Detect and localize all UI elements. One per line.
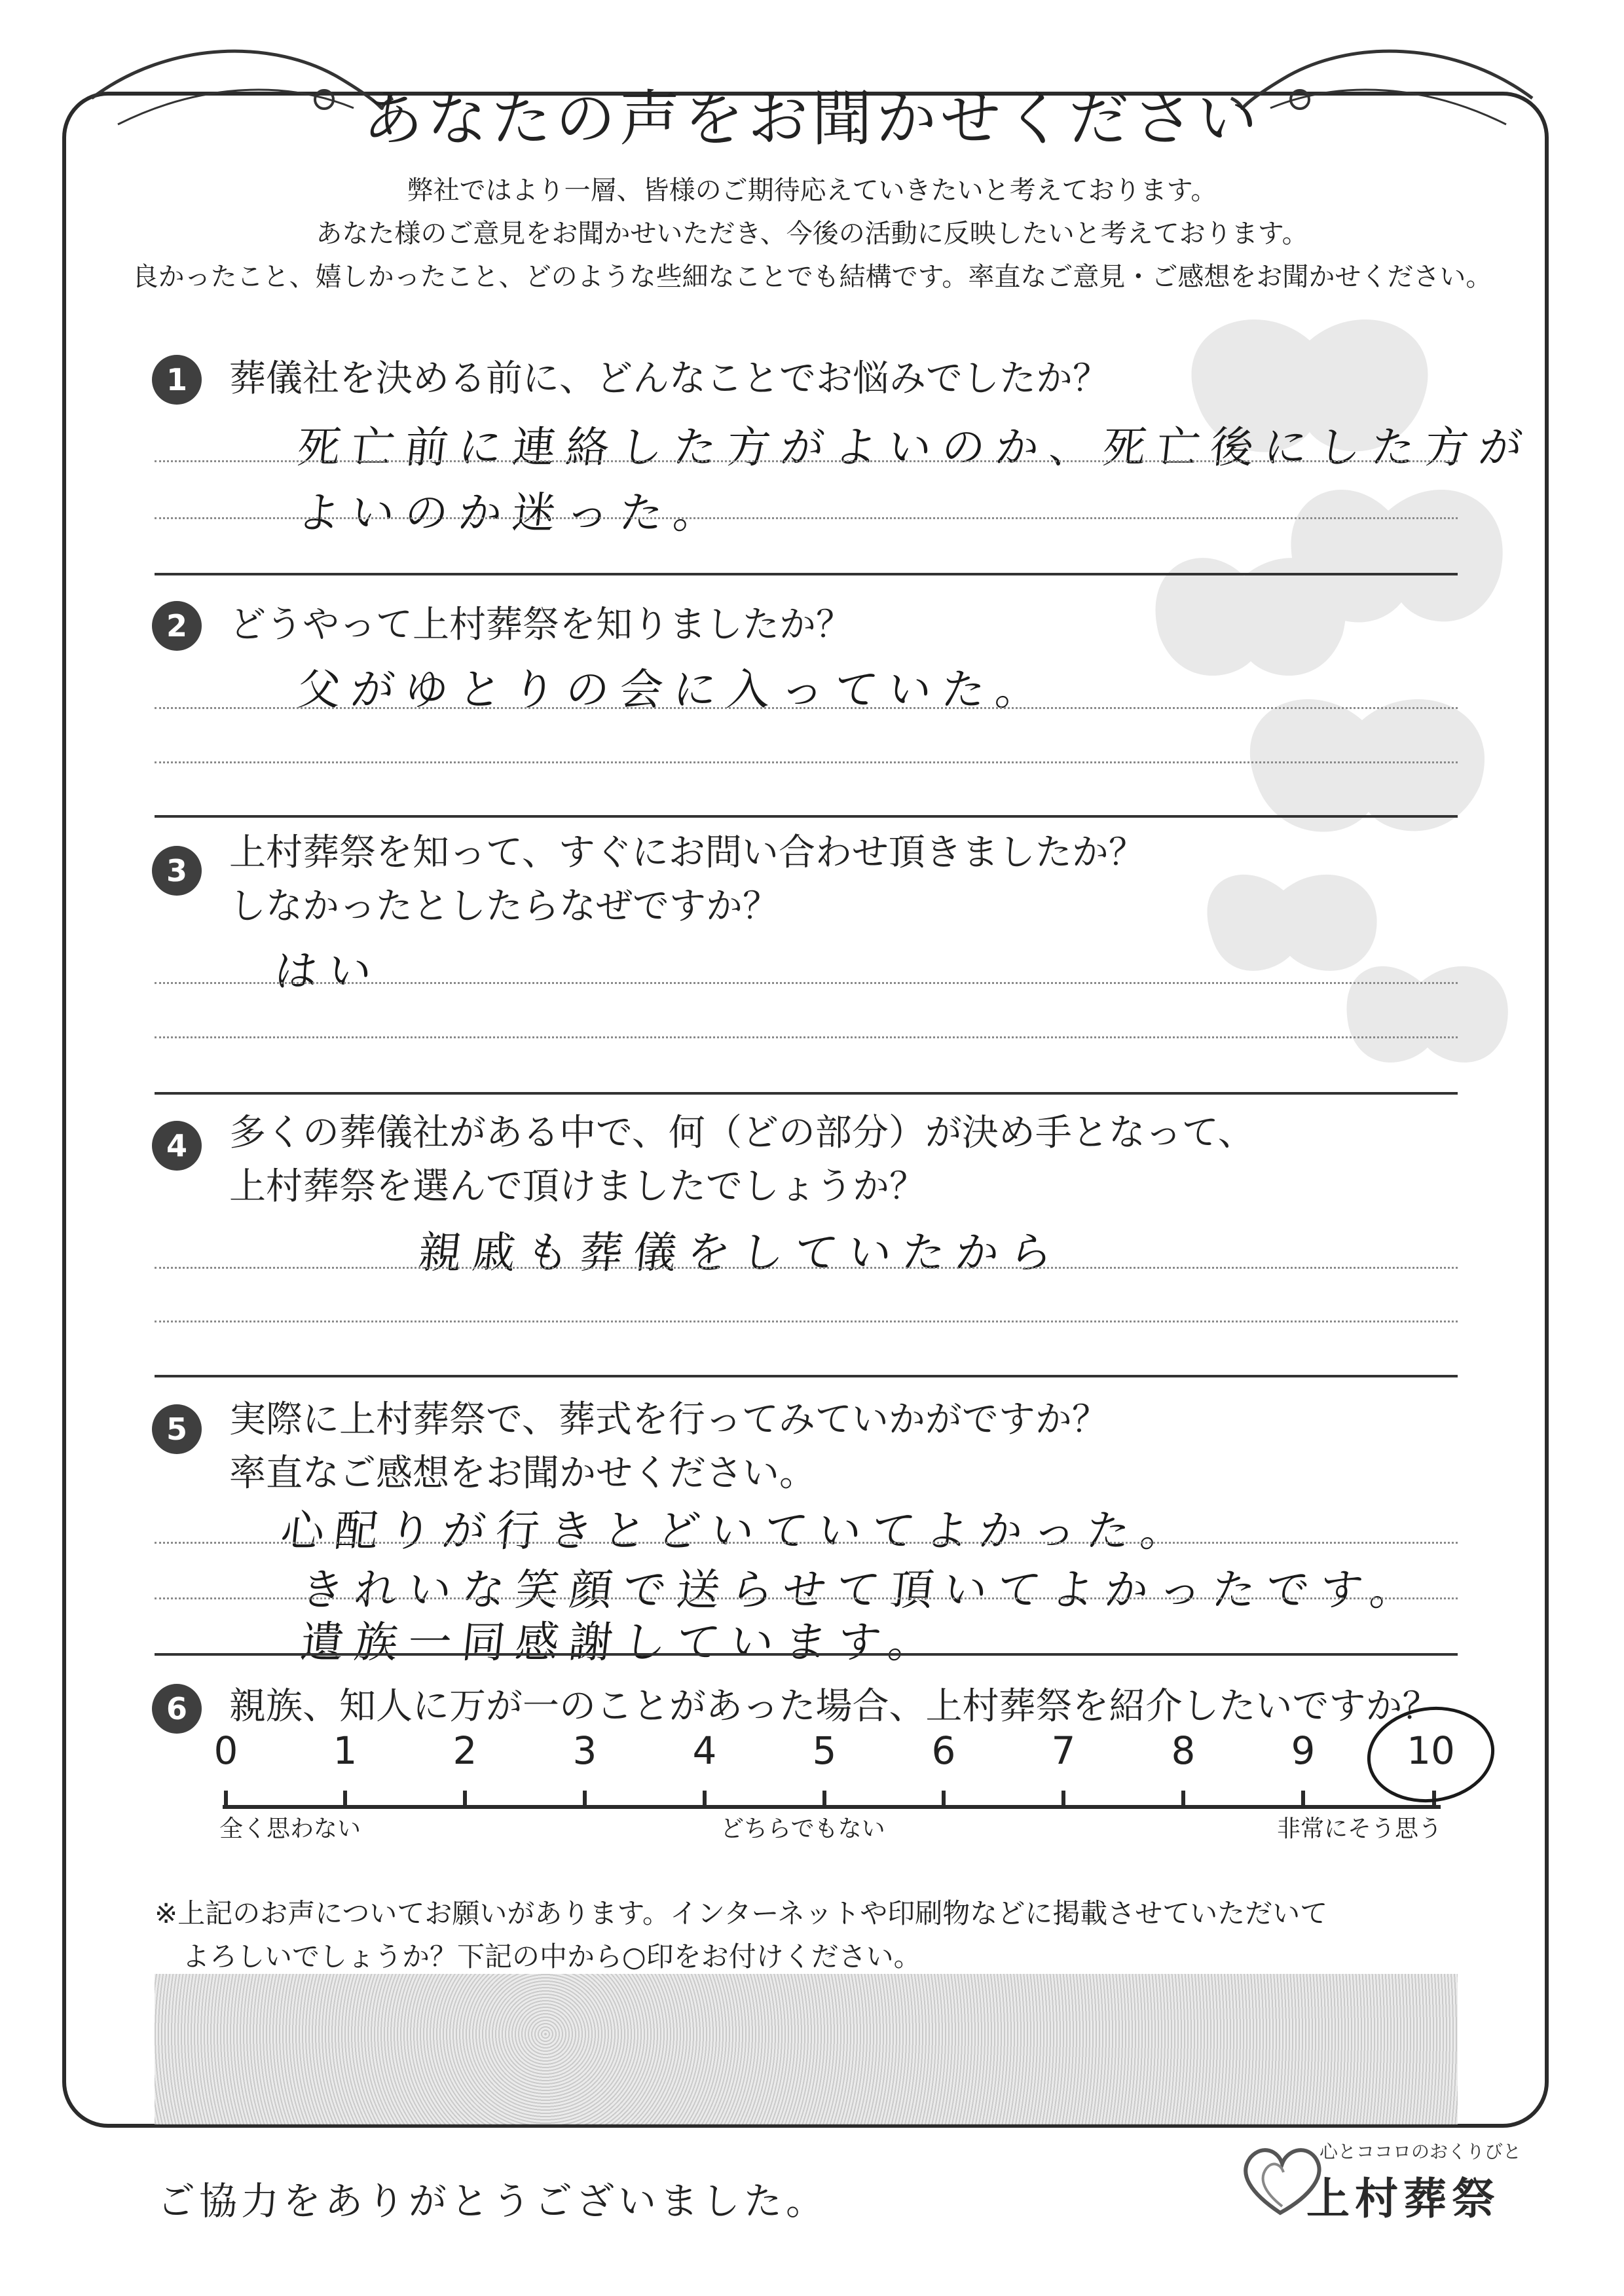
scale-mid-label: どちらでもない [720, 1815, 885, 1842]
handwritten-answer: 死亡前に連絡した方がよいのか、死亡後にした方が [295, 422, 1536, 473]
scale-number-selected: 10 [1407, 1728, 1455, 1773]
scale-number: 1 [333, 1728, 358, 1773]
scale-number: 6 [931, 1728, 956, 1773]
answer-line [155, 517, 1458, 519]
logo-name: 上村葬祭 [1306, 2174, 1500, 2224]
intro-line: あなた様のご意見をお聞かせいただき、今後の活動に反映したいと考えております。 [316, 219, 1308, 249]
logo-tagline: 心とココロのおくりびと [1320, 2141, 1522, 2162]
question-number-badge: 4 [152, 1121, 202, 1171]
handwritten-answer: よいのか迷った。 [295, 488, 730, 538]
question-text: 多くの葬儀社がある中で、何（どの部分）が決め手となって、 上村葬祭を選んで頂けましたでしょうか？ [229, 1112, 1255, 1208]
answer-line [155, 1036, 1458, 1038]
section-divider [155, 1092, 1458, 1095]
answer-line [155, 460, 1458, 462]
scale-high-label: 非常にそう思う [1277, 1815, 1443, 1842]
thanks-message: ご協力をありがとうございました。 [157, 2179, 828, 2223]
answer-line [155, 982, 1458, 984]
scale-number: 0 [213, 1728, 238, 1773]
scale-number: 5 [812, 1728, 837, 1773]
intro-line: 弊社ではより一層、皆様のご期待応えていきたいと考えております。 [407, 175, 1217, 206]
intro-text [0, 169, 1624, 299]
consent-note: ※上記のお声についてお願いがあります。インターネットや印刷物などに掲載させていただいて よろしいでしょうか？下記の中から○印をお付けください。 [155, 1897, 1328, 1973]
answer-line [155, 761, 1458, 763]
section-divider [155, 815, 1458, 818]
scale-number: 8 [1171, 1728, 1196, 1773]
answer-line [155, 1267, 1458, 1269]
answer-line [155, 1321, 1458, 1322]
question-text: 実際に上村葬祭で、葬式を行ってみていかがですか？ 率直なご感想をお聞かせください。 [229, 1398, 1109, 1495]
handwritten-answer: はい [272, 946, 385, 996]
redacted-consent-area [155, 1974, 1458, 2124]
scale-number: 9 [1291, 1728, 1316, 1773]
question-number-badge: 3 [152, 846, 202, 896]
handwritten-answer: 心配りが行きとどいていてよかった。 [278, 1506, 1197, 1556]
answer-line [155, 1542, 1458, 1544]
question-text: 葬儀社を決める前に、どんなことでお悩みでしたか？ [229, 357, 1109, 400]
question-number-badge: 1 [152, 355, 202, 405]
page-title: あなたの声をお聞かせください [362, 84, 1261, 154]
handwritten-answer: 親戚も葬儀をしていたから [416, 1228, 1066, 1278]
question-text: 上村葬祭を知って、すぐにお問い合わせ頂きましたか？ しなかったとしたらなぜですか？ [229, 831, 1145, 928]
answer-line [155, 707, 1458, 709]
scale-low-label: 全く思わない [219, 1815, 361, 1842]
handwritten-answer: 遺族一同感謝しています。 [298, 1617, 945, 1667]
scale-number: 2 [452, 1728, 477, 1773]
scale-number: 3 [572, 1728, 597, 1773]
section-divider [155, 1653, 1458, 1656]
question-number-badge: 2 [152, 601, 202, 651]
question-text: 親族、知人に万が一のことがあった場合、上村葬祭を紹介したいですか？ [229, 1685, 1439, 1728]
handwritten-answer: 父がゆとりの会に入っていた。 [295, 665, 1052, 715]
question-number-badge: 5 [152, 1404, 202, 1454]
answer-line [155, 1597, 1458, 1599]
scale-number: 7 [1051, 1728, 1076, 1773]
section-divider [155, 1375, 1458, 1377]
intro-line: 良かったこと、嬉しかったこと、どのような些細なことでも結構です。率直なご意見・ご感想をお聞かせください。 [132, 262, 1492, 292]
scale-number: 4 [692, 1728, 717, 1773]
question-text: どうやって上村葬祭を知りましたか？ [229, 604, 853, 646]
question-number-badge: 6 [152, 1684, 202, 1734]
handwritten-answer: きれいな笑顔で送らせて頂いてよかったです。 [298, 1565, 1427, 1615]
section-divider [155, 573, 1458, 575]
